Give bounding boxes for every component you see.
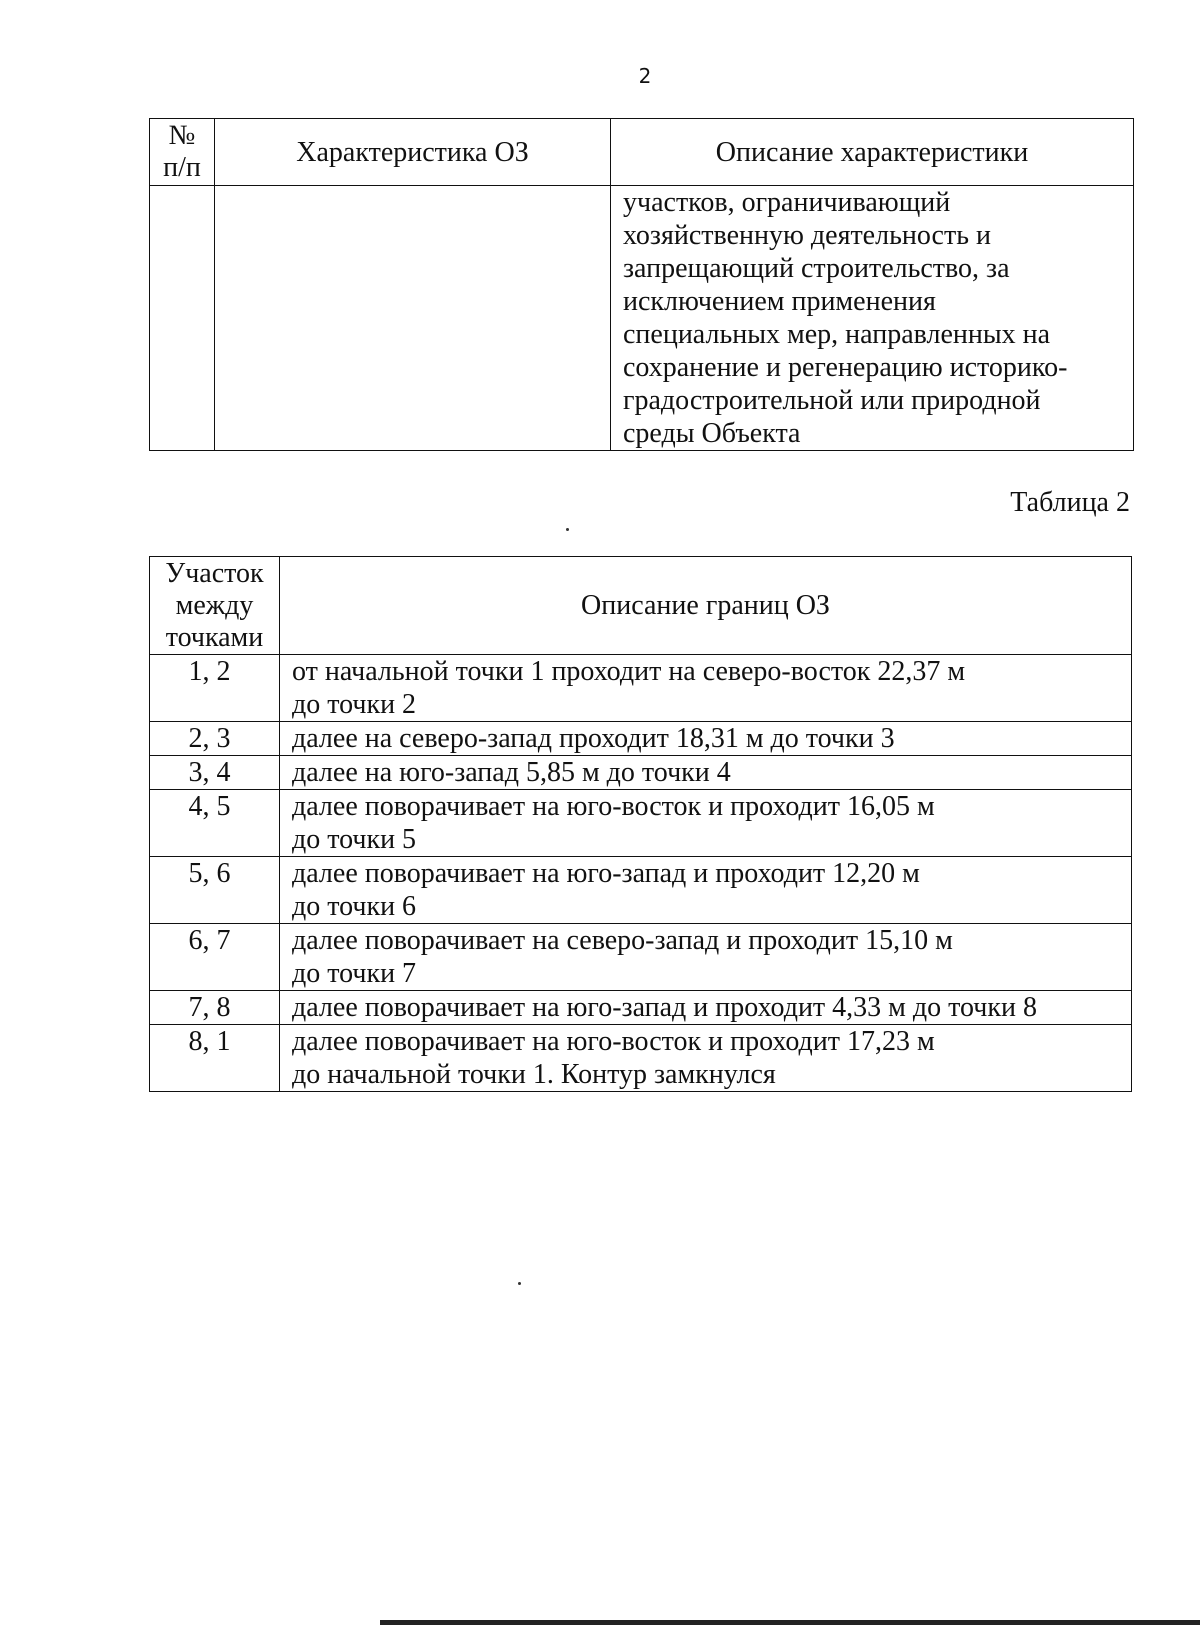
description-line: среды Объекта: [623, 418, 801, 449]
table1-header-description: Описание характеристики: [611, 119, 1134, 186]
segment-description-line: до начальной точки 1. Контур замкнулся: [292, 1059, 776, 1090]
characteristics-table: [149, 118, 1134, 451]
table1-header-row: [150, 119, 1134, 186]
table-row: [150, 756, 1132, 790]
table1-header-characteristic: Характеристика ОЗ: [215, 119, 611, 186]
segment-description-line: до точки 7: [292, 958, 417, 989]
segment-description-line: далее на северо-запад проходит 18,31 м до точки 3: [292, 723, 895, 754]
table-row: [150, 991, 1132, 1025]
segment-description-line: до точки 2: [292, 689, 417, 720]
segment-points-cell: 3, 4: [150, 756, 280, 790]
segment-description-cell: [280, 722, 1132, 756]
segment-description-line: до точки 6: [292, 891, 417, 922]
segment-description-cell: [280, 655, 1132, 722]
segment-description-cell: [280, 1025, 1132, 1092]
table-row: [150, 790, 1132, 857]
segment-description-line: от начальной точки 1 проходит на северо-восток 22,37 м: [292, 656, 966, 687]
table2-header-segment-line: точками: [165, 621, 264, 653]
table-row: [150, 722, 1132, 756]
segment-points-cell: 1, 2: [150, 655, 280, 722]
segment-description-cell: [280, 790, 1132, 857]
table2-header-segment-line: Участок: [165, 557, 264, 589]
segment-description-cell: [280, 991, 1132, 1025]
table1-header-num-line1: №: [168, 120, 196, 151]
table2-header-description: Описание границ ОЗ: [280, 557, 1132, 655]
table1-header-num: [150, 119, 215, 186]
description-line: запрещающий строительство, за: [623, 253, 1010, 284]
table1-cell-description: [611, 186, 1134, 451]
segment-description-cell: [280, 857, 1132, 924]
description-line: участков, ограничивающий: [623, 187, 951, 218]
table2-header-segment-line: между: [175, 589, 254, 621]
table-row: [150, 655, 1132, 722]
boundaries-table: [149, 556, 1132, 1092]
segment-description-line: далее поворачивает на юго-запад и проходит 4,33 м до точки 8: [292, 992, 1037, 1023]
table1-header-num-line2: п/п: [163, 152, 201, 183]
table2-header-row: [150, 557, 1132, 655]
description-line: градостроительной или природной: [623, 385, 1041, 416]
scan-edge-line: [380, 1620, 1200, 1625]
segment-description-line: далее на юго-запад 5,85 м до точки 4: [292, 757, 731, 788]
description-line: хозяйственную деятельность и: [623, 220, 991, 251]
description-line: исключением применения: [623, 286, 936, 317]
table-row: [150, 857, 1132, 924]
table1-cell-characteristic: [215, 186, 611, 451]
table-row: [150, 924, 1132, 991]
scan-speck: [566, 528, 569, 531]
segment-description-line: до точки 5: [292, 824, 417, 855]
segment-description-line: далее поворачивает на юго-восток и проходит 16,05 м: [292, 791, 935, 822]
table2-caption: Таблица 2: [1010, 487, 1130, 518]
table-row: [150, 186, 1134, 451]
segment-points-cell: 5, 6: [150, 857, 280, 924]
segment-description-cell: [280, 924, 1132, 991]
segment-points-cell: 8, 1: [150, 1025, 280, 1092]
segment-points-cell: 7, 8: [150, 991, 280, 1025]
page-number: 2: [638, 64, 652, 88]
segment-description-line: далее поворачивает на юго-запад и проходит 12,20 м: [292, 858, 920, 889]
table-row: [150, 1025, 1132, 1092]
description-line: сохранение и регенерацию историко-: [623, 352, 1068, 383]
segment-points-cell: 2, 3: [150, 722, 280, 756]
segment-description-line: далее поворачивает на юго-восток и проходит 17,23 м: [292, 1026, 935, 1057]
table1-cell-num: [150, 186, 215, 451]
table2-header-segment: [150, 557, 280, 655]
scan-speck: [518, 1282, 521, 1285]
description-line: специальных мер, направленных на: [623, 319, 1051, 350]
segment-points-cell: 6, 7: [150, 924, 280, 991]
table2-body: [150, 655, 1132, 1092]
segment-points-cell: 4, 5: [150, 790, 280, 857]
segment-description-cell: [280, 756, 1132, 790]
segment-description-line: далее поворачивает на северо-запад и проходит 15,10 м: [292, 925, 953, 956]
